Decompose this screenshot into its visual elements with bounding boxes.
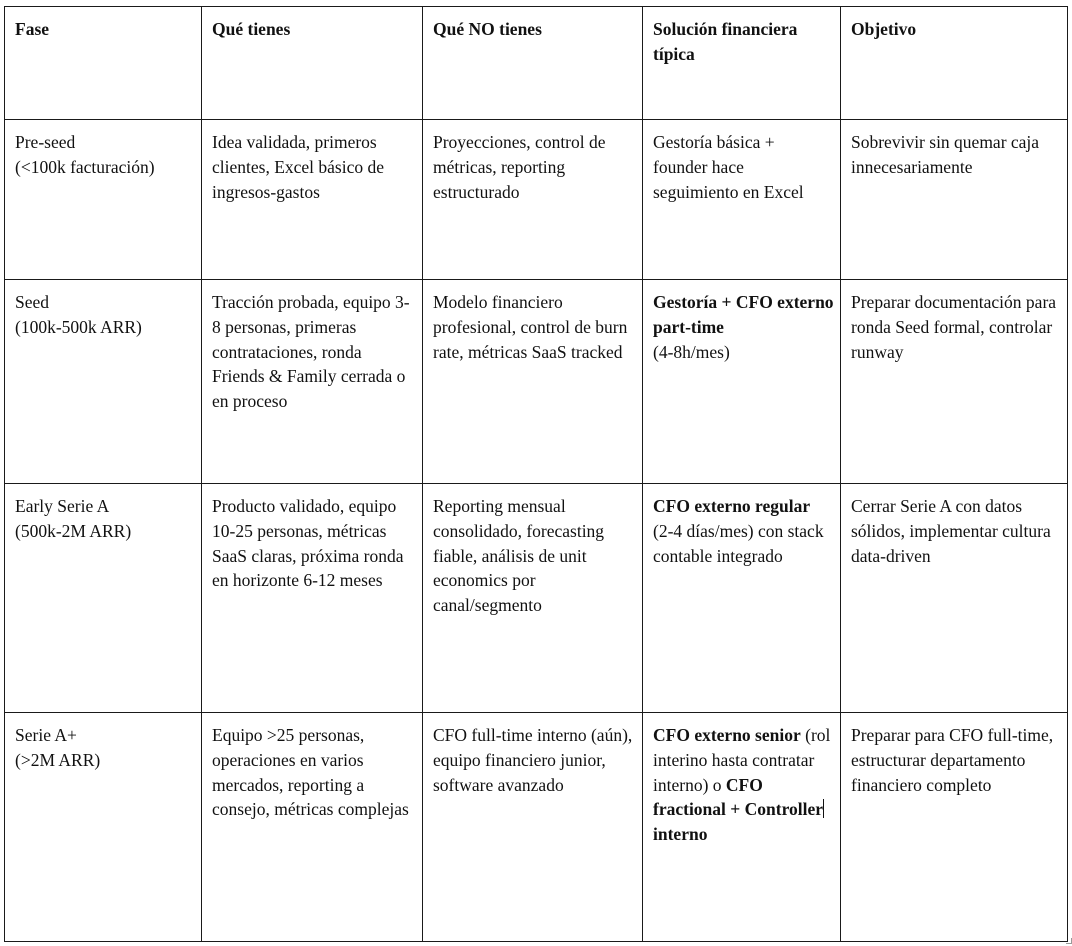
- solucion-bold-alt: CFO fractional + Controller: [653, 774, 824, 820]
- fase-name: Pre-seed: [15, 132, 76, 152]
- cell-objetivo: Sobrevivir sin quemar caja innecesariamente: [841, 120, 1068, 280]
- fase-range: (500k-2M ARR): [15, 520, 132, 541]
- solucion-text: (2-4 días/mes) con stack contable integrado: [653, 520, 824, 566]
- cell-que-no-tienes: CFO full-time interno (aún), equipo financiero junior, software avanzado: [423, 713, 643, 942]
- solucion-bold: Gestoría + CFO externo part-time: [653, 292, 834, 337]
- table-row-serie-a-plus: [5, 713, 1068, 942]
- cell-fase: [5, 713, 202, 942]
- solucion-text: (4-8h/mes): [653, 341, 730, 362]
- cell-fase: [5, 484, 202, 713]
- header-solucion-line2: típica: [653, 43, 695, 64]
- cell-solucion: [643, 713, 841, 942]
- cell-que-no-tienes: Modelo financiero profesional, control de burn rate, métricas SaaS tracked: [423, 280, 643, 484]
- header-que-tienes: Qué tienes: [202, 7, 423, 120]
- table-row-pre-seed: [5, 120, 1068, 280]
- table-header-row: [5, 7, 1068, 120]
- cell-fase: [5, 120, 202, 280]
- cell-objetivo: Preparar para CFO full-time, estructurar departamento financiero completo: [841, 713, 1068, 942]
- header-objetivo: Objetivo: [841, 7, 1068, 120]
- solucion-bold-tail: interno: [653, 824, 708, 845]
- cell-que-tienes: Idea validada, primeros clientes, Excel básico de ingresos-gastos: [202, 120, 423, 280]
- cell-objetivo: Preparar documentación para ronda Seed formal, controlar runway: [841, 280, 1068, 484]
- fase-range: (>2M ARR): [15, 749, 101, 770]
- solucion-text: (rol interino hasta contratar interno) o: [653, 725, 831, 795]
- cell-que-tienes: Equipo >25 personas, operaciones en varios mercados, reporting a consejo, métricas complejas: [202, 713, 423, 942]
- fase-name: Serie A+: [15, 725, 77, 745]
- header-que-no-tienes: Qué NO tienes: [423, 7, 643, 120]
- phases-table: [4, 6, 1068, 942]
- cell-que-tienes: Producto validado, equipo 10-25 personas, métricas SaaS claras, próxima ronda en horizonte 6-12 meses: [202, 484, 423, 713]
- cell-que-tienes: Tracción probada, equipo 3-8 personas, primeras contrataciones, ronda Friends & Family cerrada o en proceso: [202, 280, 423, 484]
- fase-name: Seed: [15, 292, 50, 312]
- header-fase: Fase: [5, 7, 202, 120]
- solucion-bold: CFO externo senior: [653, 725, 801, 745]
- cell-que-no-tienes: Proyecciones, control de métricas, reporting estructurado: [423, 120, 643, 280]
- table-row-seed: [5, 280, 1068, 484]
- fase-range: (<100k facturación): [15, 156, 155, 177]
- cell-que-no-tienes: Reporting mensual consolidado, forecasting fiable, análisis de unit economics por canal/segmento: [423, 484, 643, 713]
- cell-solucion: [643, 484, 841, 713]
- text-cursor: [823, 799, 824, 818]
- cell-solucion: Gestoría básica + founder hace seguimiento en Excel: [643, 120, 841, 280]
- resize-corner-mark: [1066, 938, 1072, 944]
- table-row-early-serie-a: [5, 484, 1068, 713]
- header-solucion-line1: Solución financiera: [653, 19, 798, 39]
- cell-objetivo: Cerrar Serie A con datos sólidos, implementar cultura data-driven: [841, 484, 1068, 713]
- cell-solucion: [643, 280, 841, 484]
- header-solucion: [643, 7, 841, 120]
- fase-name: Early Serie A: [15, 496, 110, 516]
- cell-fase: [5, 280, 202, 484]
- fase-range: (100k-500k ARR): [15, 316, 142, 337]
- solucion-bold: CFO externo regular: [653, 496, 811, 516]
